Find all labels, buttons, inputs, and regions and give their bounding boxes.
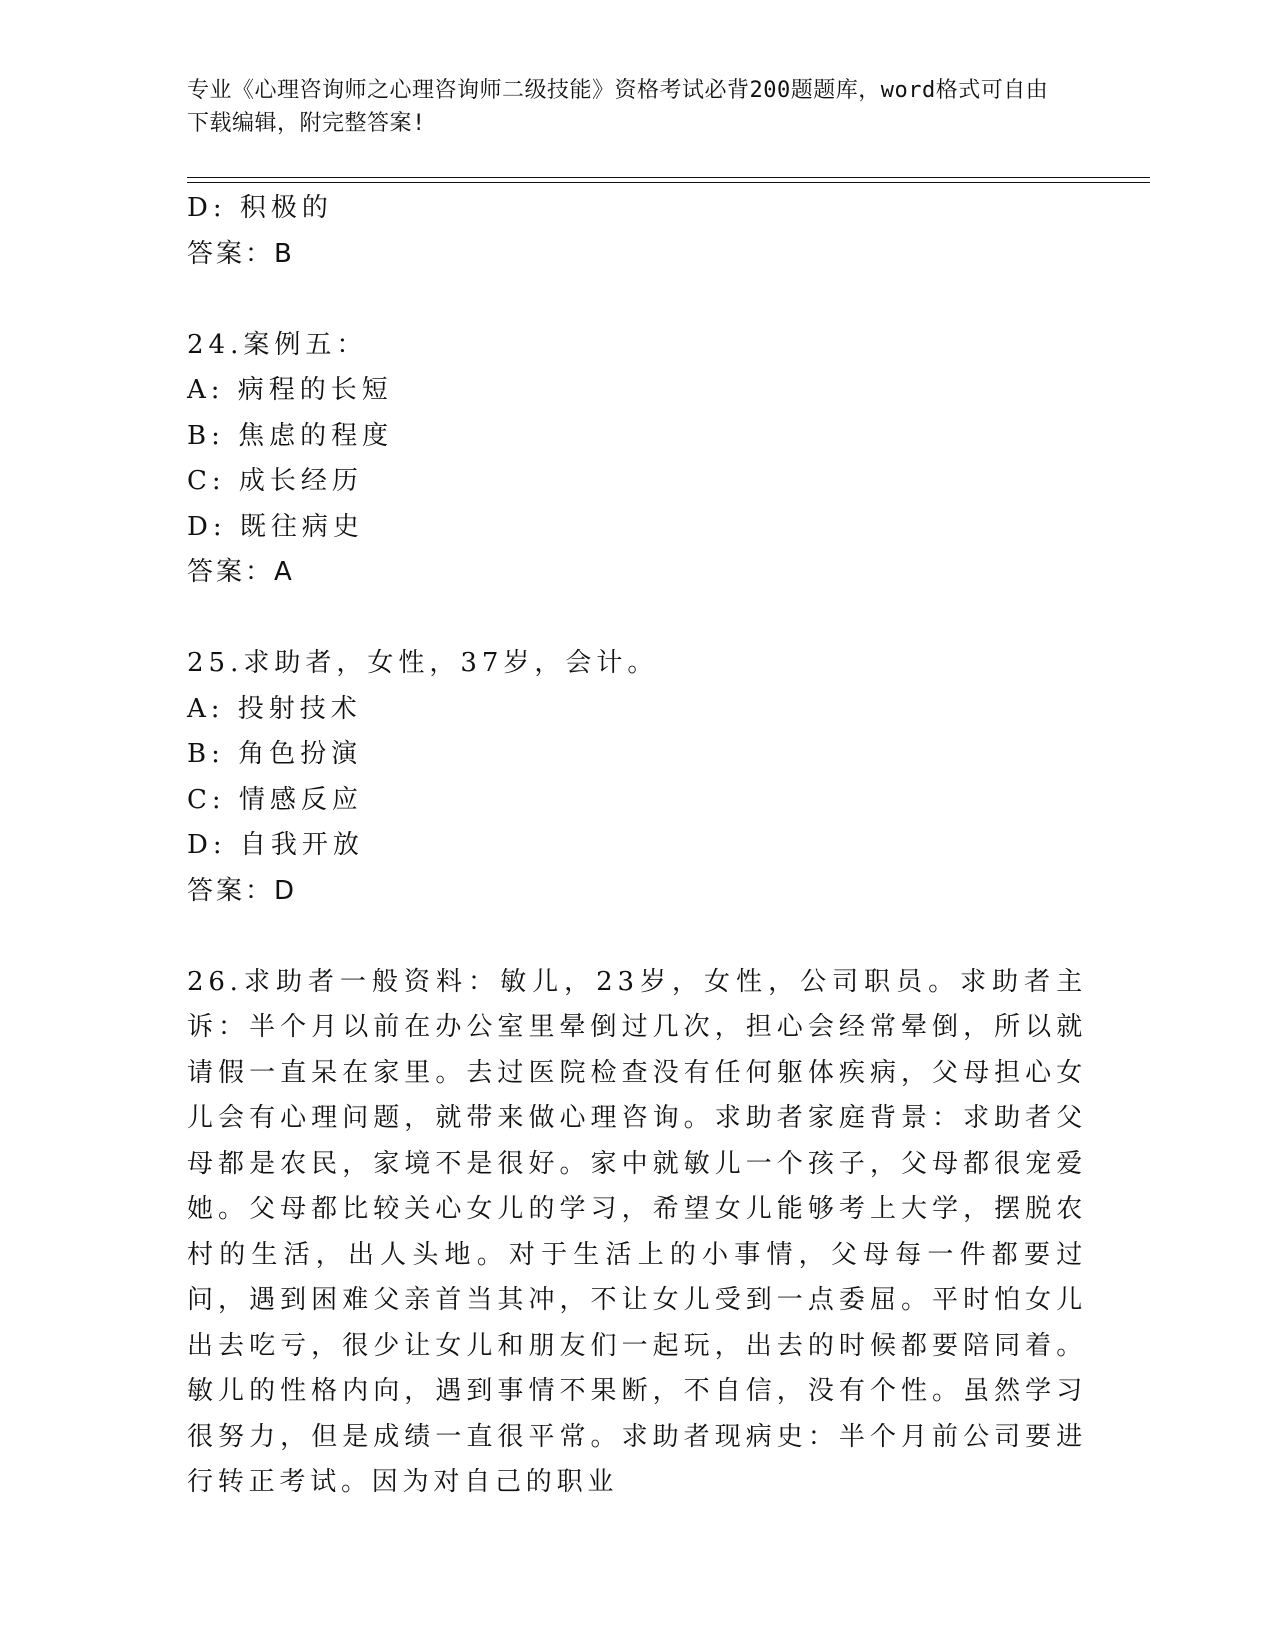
question-stem: 24.案例五： bbox=[187, 329, 368, 360]
option-a: A: 病程的长短 bbox=[187, 375, 393, 405]
option-d: D: 积极的 bbox=[187, 193, 333, 223]
header-divider bbox=[187, 177, 1150, 178]
option-a: A: 投射技术 bbox=[187, 693, 362, 724]
header-divider-double bbox=[187, 182, 1150, 183]
answer-label: 答案：B bbox=[187, 238, 295, 269]
page-header: 专业《心理咨询师之心理咨询师二级技能》资格考试必背200题题库，word格式可自由下载编辑，附完整答案! bbox=[187, 78, 1049, 136]
question-stem-paragraph: 26.求助者一般资料：敏儿，23岁，女性，公司职员。求助者主诉：半个月以前在办公室里晕倒过几次，担心会经常晕倒，所以就请假一直呆在家里。去过医院检查没有任何躯体疾病，父母担心女儿会有心理问题，就带来做心理咨询。求助者家庭背景：求助者父母都是农民，家境不是很好。家中就敏儿一个孩子，父母都很宠爱她。父母都比较关心女儿的学习，希望女儿能够考上大学，摆脱农村的生活，出人头地。对于生活上的小事情，父母每一件都要过问，遇到困难父亲首当其冲，不让女儿受到一点委屈。平时怕女儿出去吃亏，很少让女儿和朋友们一起玩，出去的时候都要陪同着。敏儿的性格内向，遇到事情不果断，不自信，没有个性。虽然学习很努力，但是成绩一直很平常。求助者现病史：半个月前公司要进行转正考试。因为对自己的职业 bbox=[187, 966, 1087, 1497]
document-body bbox=[187, 186, 1087, 1506]
spacer bbox=[187, 596, 1087, 642]
option-c: C: 情感反应 bbox=[187, 784, 363, 815]
option-d: D: 自我开放 bbox=[187, 830, 364, 860]
spacer bbox=[187, 277, 1087, 323]
option-d: D: 既往病史 bbox=[187, 511, 364, 542]
question-stem: 25.求助者，女性，37岁，会计。 bbox=[187, 648, 659, 678]
option-c: C: 成长经历 bbox=[187, 466, 363, 496]
spacer bbox=[187, 914, 1087, 960]
option-b: B: 焦虑的程度 bbox=[187, 420, 394, 451]
option-b: B: 角色扮演 bbox=[187, 739, 363, 769]
answer-label: 答案：D bbox=[187, 875, 298, 906]
answer-label: 答案：A bbox=[187, 557, 295, 587]
